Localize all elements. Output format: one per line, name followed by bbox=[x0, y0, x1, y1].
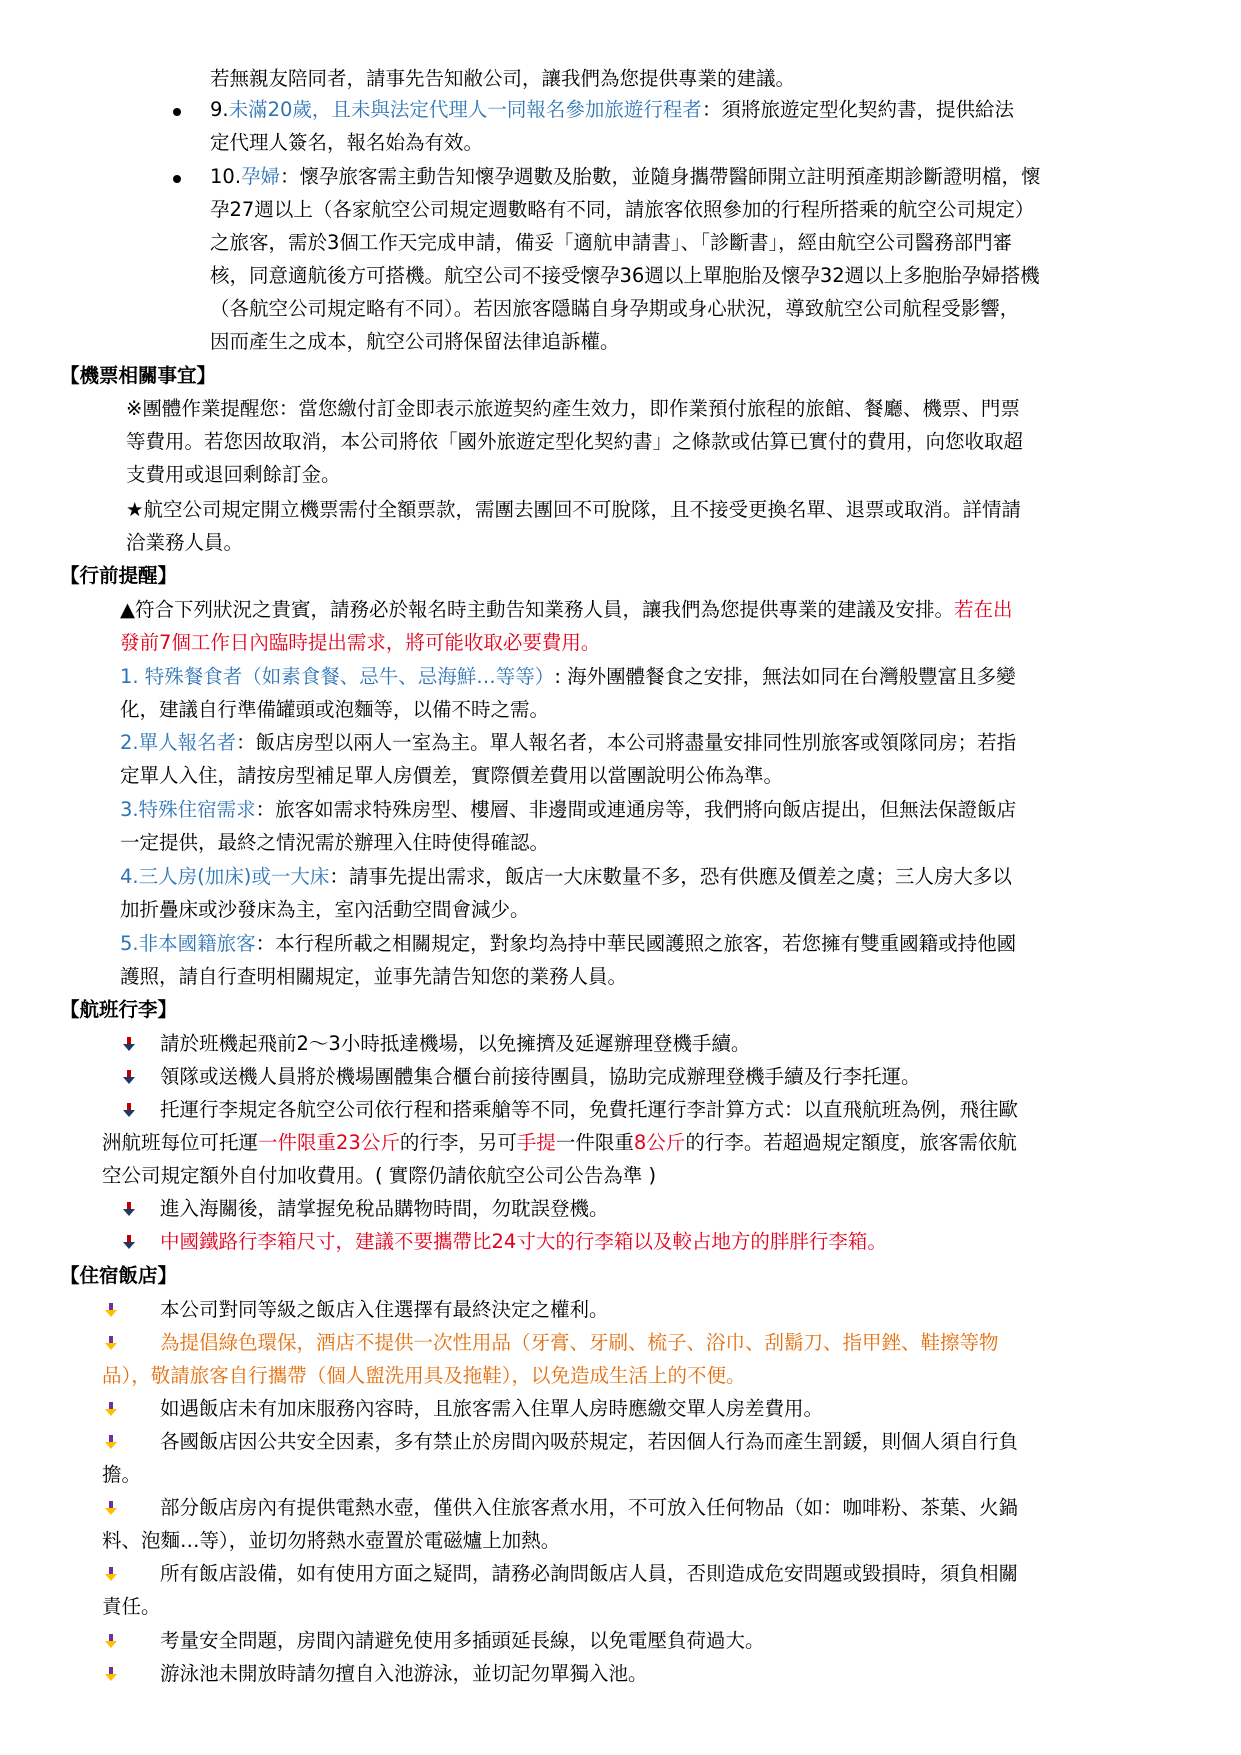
hotel-item-4-line2: 擔。 bbox=[102, 1463, 142, 1486]
flight-item-5: 中國鐵路行李箱尺寸，建議不要攜帶比24寸大的行李箱以及較占地方的胖胖行李箱。 bbox=[160, 1230, 887, 1253]
arrow-down-icon bbox=[102, 1665, 120, 1683]
arrow-down-icon bbox=[102, 1334, 120, 1352]
ticket-p1-line1: ※團體作業提醒您：當您繳付訂金即表示旅遊契約產生效力，即作業預付旅程的旅館、餐廳、機票、門票 bbox=[126, 397, 1020, 420]
arrow-down-icon bbox=[120, 1068, 138, 1086]
text-run: 一件限重 bbox=[555, 1131, 634, 1154]
checked-baggage-limit: 一件限重23公斤 bbox=[258, 1131, 400, 1154]
item-title: 孕婦 bbox=[241, 165, 281, 188]
hotel-heading: 【住宿飯店】 bbox=[60, 1264, 178, 1287]
flight-item-3-line2 bbox=[102, 1130, 1017, 1156]
before-heading: 【行前提醒】 bbox=[60, 564, 178, 587]
hotel-item-6: 所有飯店設備，如有使用方面之疑問，請務必詢問飯店人員，否則造成危安問題或毀損時，須負相關 bbox=[160, 1562, 1019, 1585]
hotel-item-5-line2: 料、泡麵…等），並切勿將熱水壺置於電磁爐上加熱。 bbox=[102, 1529, 561, 1552]
arrow-down-icon bbox=[102, 1433, 120, 1451]
intro-item-10-line5: （各航空公司規定略有不同）。若因旅客隱瞞自身孕期或身心狀況，導致航空公司航程受影響， bbox=[210, 297, 1020, 320]
arrow-down-icon bbox=[102, 1565, 120, 1583]
before-item-4-line2: 加折疊床或沙發床為主，室內活動空間會減少。 bbox=[120, 898, 530, 921]
before-item-1-line2: 化，建議自行準備罐頭或泡麵等，以備不時之需。 bbox=[120, 698, 550, 721]
before-item-1 bbox=[120, 664, 1016, 690]
intro-item-10-line4: 核，同意適航後方可搭機。航空公司不接受懷孕36週以上單胞胎及懷孕32週以上多胞胎孕婦搭機 bbox=[210, 264, 1040, 287]
before-intro-text: ▲符合下列狀況之貴賓，請務必於報名時主動告知業務人員，讓我們為您提供專業的建議及安排。 bbox=[120, 598, 954, 621]
intro-item-9 bbox=[210, 97, 1014, 123]
arrow-down-icon bbox=[120, 1035, 138, 1053]
item-text: : 海外團體餐食之安排，無法如同在台灣般豐富且多變 bbox=[554, 665, 1016, 688]
flight-item-3-line3: 空公司規定額外自付加收費用。( 實際仍請依航空公司公告為準 ) bbox=[102, 1164, 657, 1187]
hotel-item-2: 為提倡綠色環保，酒店不提供一次性用品（牙膏、牙刷、梳子、浴巾、刮鬍刀、指甲銼、鞋擦等物 bbox=[160, 1331, 999, 1354]
item-text: ：飯店房型以兩人一室為主。單人報名者，本公司將盡量安排同性別旅客或領隊同房；若指 bbox=[236, 731, 1017, 754]
text-run: 的行李，另可 bbox=[399, 1131, 517, 1154]
item-text: ：請事先提出需求，飯店一大床數量不多，恐有供應及價差之虞；三人房大多以 bbox=[329, 865, 1012, 888]
before-item-4 bbox=[120, 864, 1012, 890]
ticket-p2-line2: 洽業務人員。 bbox=[126, 531, 244, 554]
before-item-2 bbox=[120, 730, 1016, 756]
intro-item-10-line6: 因而產生之成本，航空公司將保留法律追訴權。 bbox=[210, 330, 620, 353]
item-title: 2.單人報名者 bbox=[120, 731, 237, 754]
hotel-item-4: 各國飯店因公共安全因素，多有禁止於房間內吸菸規定，若因個人行為而產生罰鍰，則個人須自行負 bbox=[160, 1430, 1019, 1453]
item-number: 9. bbox=[210, 98, 229, 121]
intro-line: 若無親友陪同者，請事先告知敝公司，讓我們為您提供專業的建議。 bbox=[210, 67, 796, 90]
text-run: 的行李。若超過規定額度，旅客需依航 bbox=[685, 1131, 1017, 1154]
hotel-item-1: 本公司對同等級之飯店入住選擇有最終決定之權利。 bbox=[160, 1298, 609, 1321]
before-intro-line1 bbox=[120, 597, 1013, 623]
flight-item-4: 進入海關後，請掌握免稅品購物時間，勿耽誤登機。 bbox=[160, 1197, 609, 1220]
carry-on-label: 手提 bbox=[516, 1131, 556, 1154]
item-text: ：本行程所載之相關規定，對象均為持中華民國護照之旅客，若您擁有雙重國籍或持他國 bbox=[255, 932, 1017, 955]
arrow-down-icon bbox=[102, 1301, 120, 1319]
arrow-down-icon bbox=[102, 1400, 120, 1418]
flight-item-2: 領隊或送機人員將於機場團體集合櫃台前接待團員，協助完成辦理登機手續及行李托運。 bbox=[160, 1065, 921, 1088]
ticket-heading: 【機票相關事宜】 bbox=[60, 364, 217, 387]
ticket-p2-line1: ★航空公司規定開立機票需付全額票款，需團去團回不可脫隊，且不接受更換名單、退票或取消。詳情請 bbox=[126, 498, 1021, 521]
intro-item-10-line2: 孕27週以上（各家航空公司規定週數略有不同，請旅客依照參加的行程所搭乘的航空公司規定） bbox=[210, 198, 1035, 221]
intro-item-10 bbox=[210, 164, 1041, 190]
arrow-down-icon bbox=[120, 1101, 138, 1119]
ticket-p1-line2: 等費用。若您因故取消，本公司將依「國外旅遊定型化契約書」之條款或估算已實付的費用，向您收取超 bbox=[126, 430, 1024, 453]
hotel-item-2-line2: 品），敬請旅客自行攜帶（個人盥洗用具及拖鞋），以免造成生活上的不便。 bbox=[102, 1364, 746, 1387]
before-item-5-line2: 護照，請自行查明相關規定，並事先請告知您的業務人員。 bbox=[120, 965, 628, 988]
item-title: 未滿20歲，且未與法定代理人一同報名參加旅遊行程者 bbox=[228, 98, 702, 121]
before-item-3 bbox=[120, 797, 1016, 823]
arrow-down-icon bbox=[120, 1200, 138, 1218]
before-item-2-line2: 定單人入住，請按房型補足單人房價差，實際價差費用以當團說明公佈為準。 bbox=[120, 764, 784, 787]
text-run: 洲航班每位可托運 bbox=[102, 1131, 259, 1154]
item-text: ：須將旅遊定型化契約書，提供給法 bbox=[701, 98, 1014, 121]
flight-item-1: 請於班機起飛前2～3小時抵達機場，以免擁擠及延遲辦理登機手續。 bbox=[160, 1032, 751, 1055]
arrow-down-icon bbox=[120, 1233, 138, 1251]
intro-item-9-line2: 定代理人簽名，報名始為有效。 bbox=[210, 131, 484, 154]
flight-heading: 【航班行李】 bbox=[60, 998, 178, 1021]
bullet-dot bbox=[173, 175, 181, 183]
bullet-dot bbox=[173, 108, 181, 116]
before-intro-warning: 若在出 bbox=[954, 598, 1013, 621]
arrow-down-icon bbox=[102, 1632, 120, 1650]
before-intro-warning-line2: 發前7個工作日內臨時提出需求，將可能收取必要費用。 bbox=[120, 631, 601, 654]
hotel-item-7: 考量安全問題，房間內請避免使用多插頭延長線，以免電壓負荷過大。 bbox=[160, 1629, 765, 1652]
before-item-3-line2: 一定提供，最終之情況需於辦理入住時使得確認。 bbox=[120, 831, 550, 854]
carry-on-limit: 8公斤 bbox=[633, 1131, 686, 1154]
ticket-p1-line3: 支費用或退回剩餘訂金。 bbox=[126, 463, 341, 486]
item-title: 4.三人房(加床)或一大床 bbox=[120, 865, 330, 888]
arrow-down-icon bbox=[102, 1499, 120, 1517]
hotel-item-5: 部分飯店房內有提供電熱水壺，僅供入住旅客煮水用，不可放入任何物品（如：咖啡粉、茶葉、火鍋 bbox=[160, 1496, 1019, 1519]
hotel-item-6-line2: 責任。 bbox=[102, 1595, 161, 1618]
item-text: ：懷孕旅客需主動告知懷孕週數及胎數，並隨身攜帶醫師開立註明預產期診斷證明檔，懷 bbox=[280, 165, 1041, 188]
item-title: 1. 特殊餐食者（如素食餐、忌牛、忌海鮮…等等） bbox=[120, 665, 555, 688]
hotel-item-3: 如遇飯店未有加床服務內容時，且旅客需入住單人房時應繳交單人房差費用。 bbox=[160, 1397, 824, 1420]
flight-item-3: 托運行李規定各航空公司依行程和搭乘艙等不同，免費托運行李計算方式：以直飛航班為例，飛往歐 bbox=[160, 1098, 1019, 1121]
item-title: 3.特殊住宿需求 bbox=[120, 798, 256, 821]
before-item-5 bbox=[120, 931, 1016, 957]
item-number: 10. bbox=[210, 165, 242, 188]
item-title: 5.非本國籍旅客 bbox=[120, 932, 256, 955]
item-text: ：旅客如需求特殊房型、樓層、非邊間或連通房等，我們將向飯店提出，但無法保證飯店 bbox=[255, 798, 1017, 821]
hotel-item-8: 游泳池未開放時請勿擅自入池游泳，並切記勿單獨入池。 bbox=[160, 1662, 648, 1685]
intro-item-10-line3: 之旅客，需於3個工作天完成申請，備妥「適航申請書」、「診斷書」，經由航空公司醫務部門審 bbox=[210, 231, 1013, 254]
